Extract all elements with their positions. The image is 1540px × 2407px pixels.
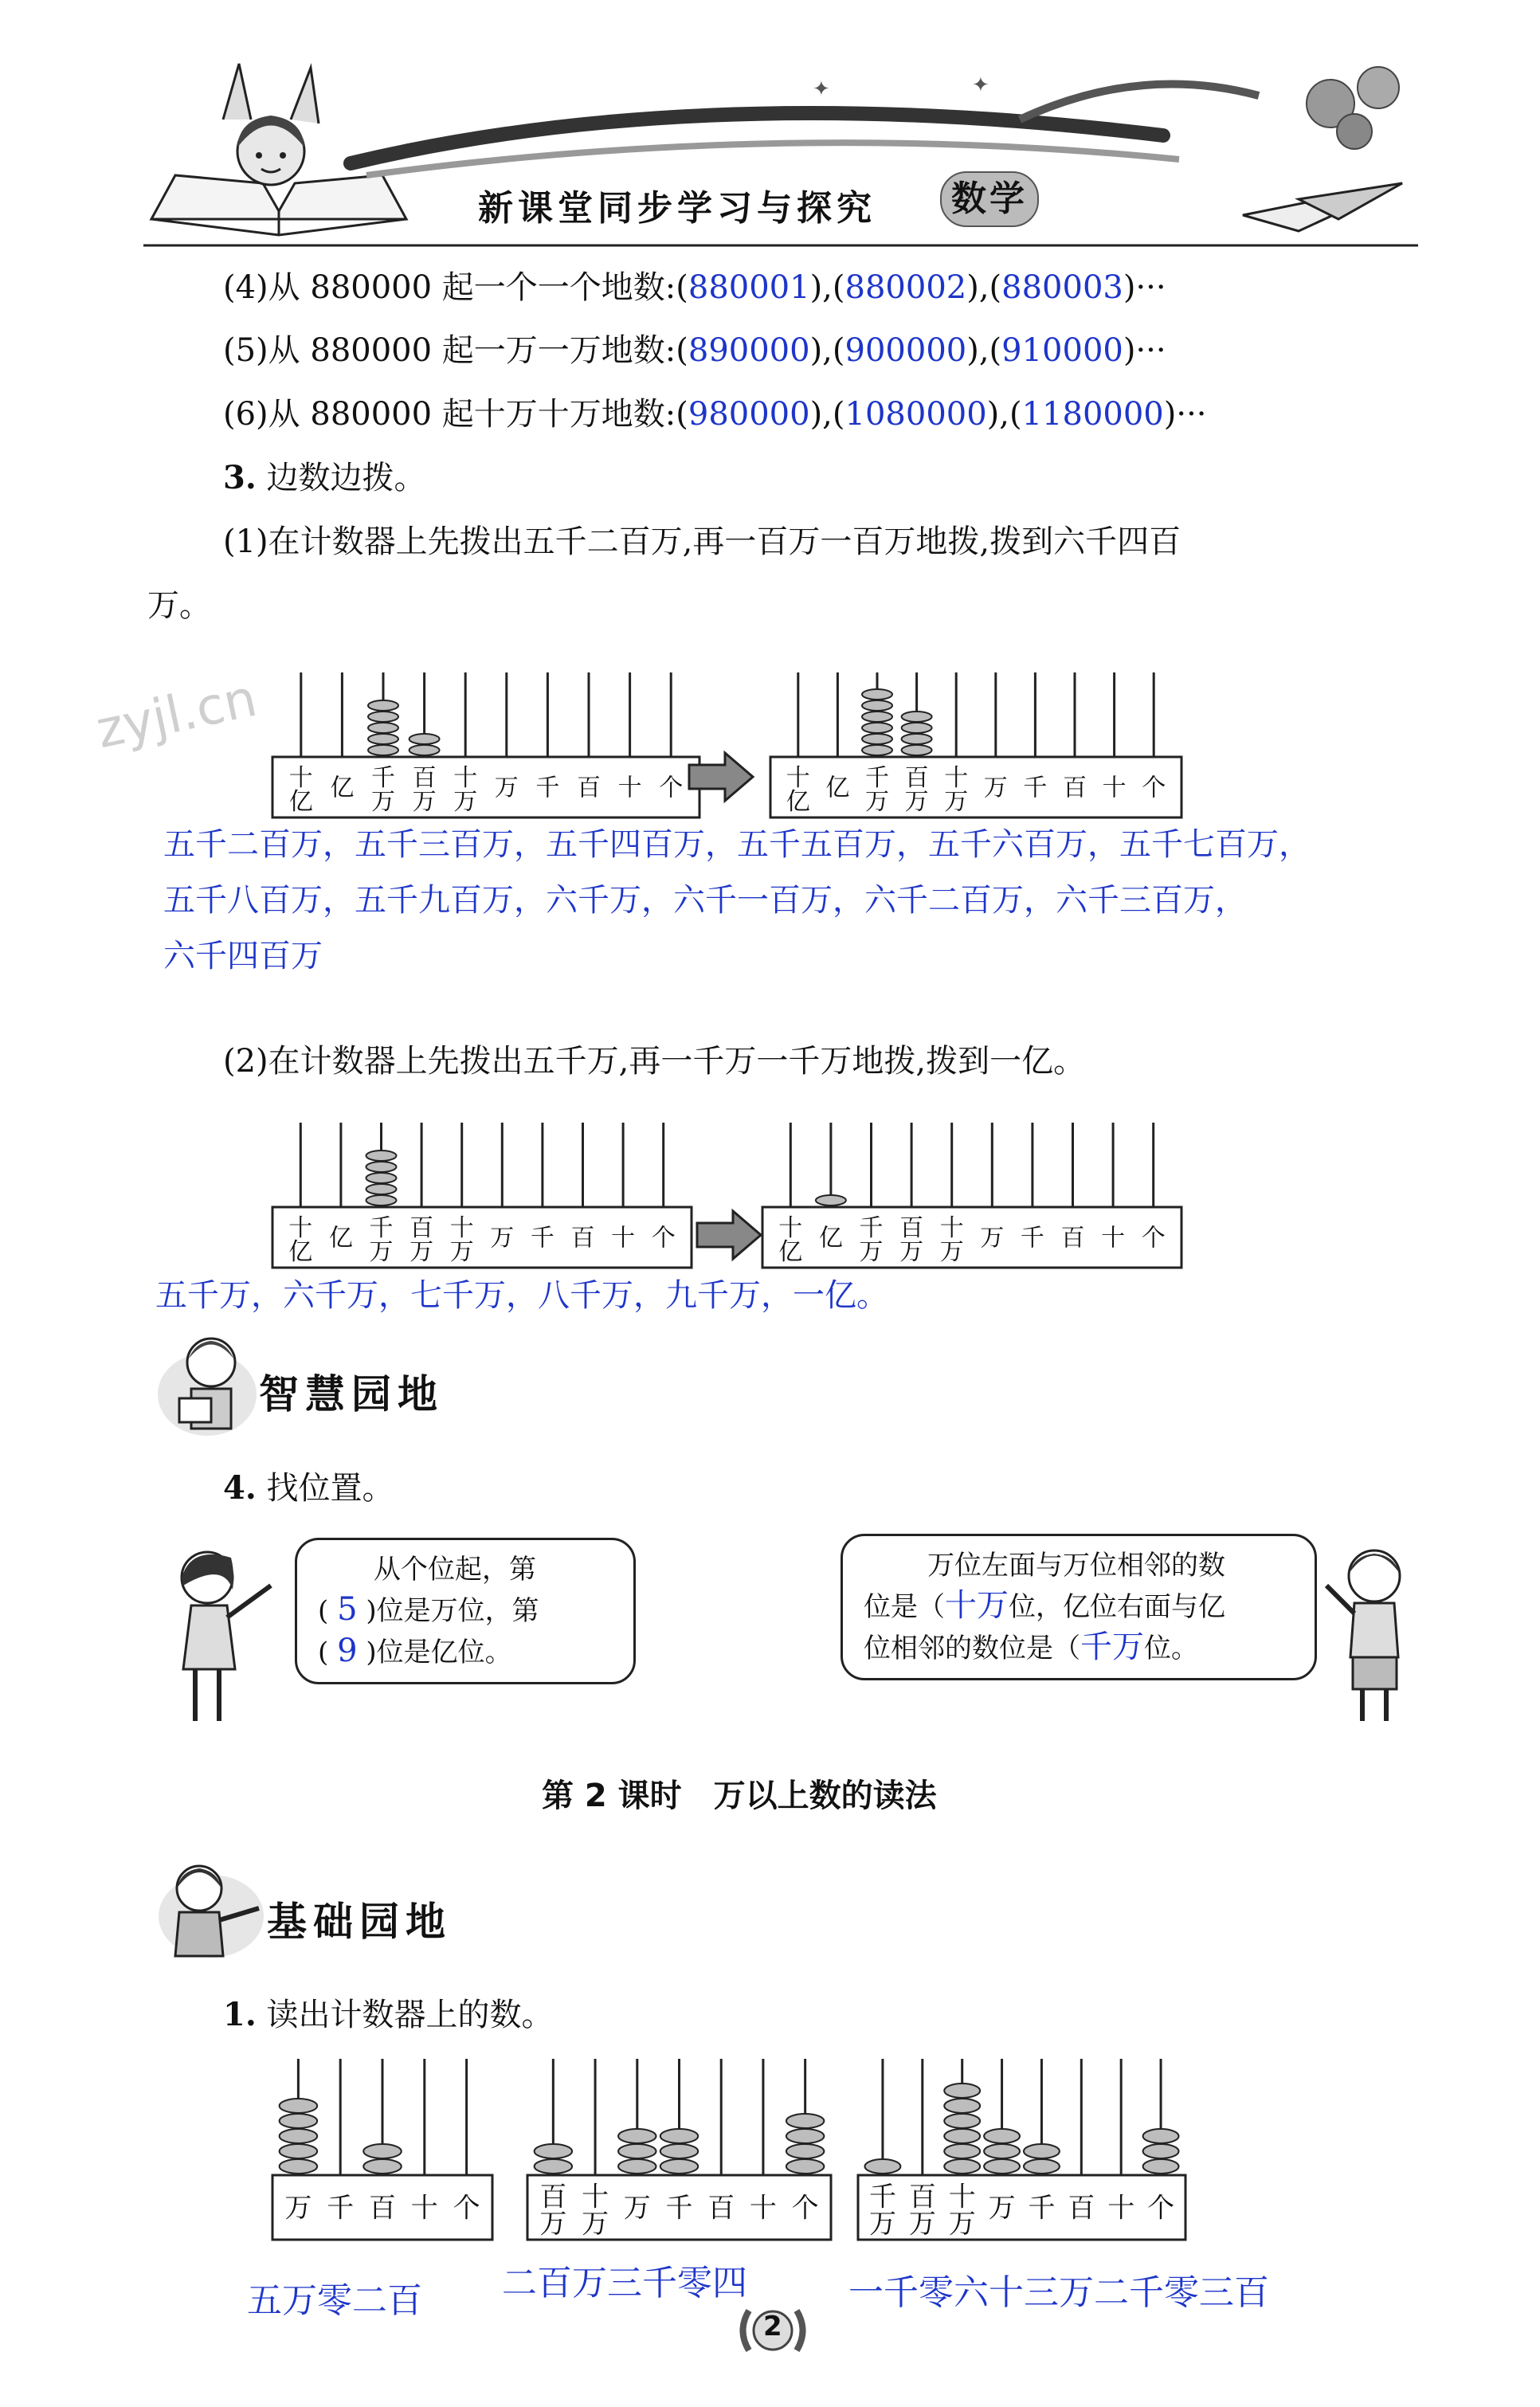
bubble-right-text-3a: 位相邻的数位是（: [864, 1633, 1080, 1664]
bubble-right-text-3b: 位。: [1144, 1633, 1198, 1664]
abacus-bead: [366, 1195, 397, 1205]
abacus-bead: [816, 1195, 846, 1205]
abacus-label: 十: [749, 2192, 777, 2225]
bubble-right-answer-1: 十万: [945, 1587, 1009, 1624]
bubble-left-paren-2: (: [318, 1637, 329, 1668]
bubble-right-text-1: 万位左面与万位相邻的数: [927, 1550, 1225, 1582]
q3-part1-line2: 万。: [147, 587, 211, 624]
page-header: [143, 48, 1418, 247]
abacus-label: 亿: [818, 1224, 843, 1253]
abacus-bead: [660, 2144, 698, 2158]
abacus-bead: [280, 2159, 318, 2174]
abacus-bead: [366, 1184, 397, 1194]
abacus-q1b-c: [856, 2056, 1187, 2243]
abacus-bead: [1024, 2144, 1060, 2158]
abacus-label: 千: [1023, 774, 1048, 802]
abacus-q1b-a: [271, 2056, 494, 2243]
abacus-bead: [618, 2129, 656, 2143]
abacus-label: 个: [1147, 2192, 1175, 2225]
item5-sep-1: ),(: [809, 332, 845, 369]
abacus-label: 百: [369, 2192, 396, 2225]
q1b-answer-a: 五万零二百: [247, 2280, 422, 2321]
abacus-bead: [902, 712, 932, 722]
speech-bubble-left: [295, 1538, 636, 1684]
abacus-label: 十: [778, 1214, 803, 1242]
abacus-bead: [944, 2084, 980, 2098]
abacus-label: 十: [1101, 1224, 1126, 1253]
abacus-label: 千: [665, 2192, 693, 2225]
q3-title: 边数边拨。: [266, 460, 426, 496]
abacus-label: 万: [449, 1238, 474, 1266]
abacus-label: 十: [786, 764, 810, 792]
abacus-label: 千: [369, 1214, 394, 1242]
abacus-label: 百: [707, 2192, 735, 2225]
speech-bubble-right: [841, 1534, 1317, 1680]
abacus-bead: [862, 745, 892, 755]
abacus-bead: [862, 712, 892, 722]
abacus-bead: [409, 734, 440, 744]
section-title-basic: 基础园地: [267, 1898, 452, 1945]
abacus-label: 个: [453, 2192, 480, 2225]
abacus-label: 万: [409, 1238, 434, 1266]
abacus-bead: [902, 723, 932, 733]
abacus-label: 千: [535, 774, 560, 802]
bubble-left-text-3: )位是亿位。: [366, 1637, 512, 1668]
q1b-title: 读出计数器上的数。: [266, 1997, 554, 2033]
abacus-label: 亿: [288, 1238, 313, 1266]
q4-title: 找位置。: [266, 1470, 394, 1507]
bubble-right-line2: [864, 1586, 1294, 1627]
abacus-label: 百: [409, 1214, 434, 1242]
abacus-bead: [786, 2129, 824, 2143]
bubble-left-answer-1: 5: [337, 1591, 358, 1628]
abacus-bead: [368, 734, 398, 744]
item4-prefix: (4)从 880000 起一个一个地数:(: [223, 269, 688, 306]
abacus-bead: [862, 723, 892, 733]
abacus-label: 百: [899, 1214, 924, 1242]
bubble-right-answer-2: 千万: [1080, 1629, 1144, 1665]
q2-item-6: [223, 394, 1207, 435]
teacher-icon: [155, 1856, 267, 1960]
abacus-label: 千: [530, 1224, 554, 1253]
abacus-bead: [363, 2159, 402, 2174]
abacus-label: 十: [288, 764, 313, 792]
watermark: zyjl.cn: [91, 668, 262, 761]
abacus-label: 万: [453, 788, 478, 816]
abacus-frame: [858, 2175, 1185, 2240]
abacus-bead: [786, 2144, 824, 2158]
q1b-number: 1.: [223, 1996, 257, 2033]
abacus-bead: [862, 689, 892, 700]
abacus-label: 万: [859, 1238, 884, 1266]
subject-badge-label: 数学: [951, 178, 1028, 219]
abacus-label: 十: [617, 774, 642, 802]
item6-answer-1: 980000: [688, 396, 810, 433]
abacus-bead: [984, 2159, 1020, 2174]
item4-sep-1: ),(: [809, 269, 845, 306]
abacus-bead: [368, 745, 398, 755]
abacus-bead: [862, 700, 892, 711]
abacus-bead: [944, 2114, 980, 2128]
abacus-label: 万: [904, 788, 929, 816]
item5-answer-1: 890000: [688, 332, 810, 369]
item5-suffix: )···: [1123, 332, 1166, 369]
abacus-q1b-b: [526, 2056, 833, 2243]
abacus-bead: [280, 2144, 318, 2158]
bubble-left-line1: [318, 1550, 613, 1590]
abacus-label: 十: [453, 764, 478, 792]
lesson-title: 第 2 课时 万以上数的读法: [542, 1778, 937, 1814]
abacus-bead: [1024, 2159, 1060, 2174]
item4-suffix: )···: [1123, 269, 1166, 306]
q4-heading: [223, 1468, 394, 1509]
abacus-label: 十: [288, 1214, 313, 1242]
item6-answer-3: 1180000: [1021, 396, 1164, 433]
q1b-answer-c: 一千零六十三万二千零三百: [848, 2272, 1269, 2313]
abacus-label: 万: [899, 1238, 924, 1266]
abacus-bead: [1143, 2144, 1179, 2158]
abacus-bead: [944, 2129, 980, 2143]
abacus-label: 万: [623, 2192, 651, 2225]
abacus-label: 万: [944, 788, 969, 816]
svg-text:✦: ✦: [972, 73, 989, 97]
abacus-label: 万: [494, 774, 519, 802]
abacus-bead: [618, 2144, 656, 2158]
abacus-label: 十: [948, 2181, 976, 2213]
abacus-label: 千: [859, 1214, 884, 1242]
abacus-label: 万: [980, 1224, 1005, 1253]
abacus-label: 百: [539, 2181, 567, 2213]
abacus-bead: [944, 2144, 980, 2158]
abacus-bead: [618, 2159, 656, 2174]
abacus-bead: [1143, 2129, 1179, 2143]
abacus-label: 万: [948, 2208, 976, 2240]
item5-sep-2: ),(: [966, 332, 1002, 369]
abacus-bead: [280, 2129, 318, 2143]
abacus-bead: [366, 1173, 397, 1183]
abacus-label: 十: [410, 2192, 438, 2225]
q3-part1-line1: (1)在计数器上先拨出五千二百万,再一百万一百万地拨,拨到六千四百: [223, 523, 1181, 560]
abacus-label: 亿: [330, 774, 355, 802]
abacus-label: 亿: [825, 774, 850, 802]
abacus-label: 万: [369, 1238, 394, 1266]
bubble-left-line2: [318, 1590, 613, 1631]
abacus-label: 万: [983, 774, 1008, 802]
abacus-bead: [280, 2114, 318, 2128]
abacus-bead: [368, 712, 398, 722]
abacus-q3-2-left: [271, 1119, 693, 1271]
item4-answer-3: 880003: [1001, 269, 1123, 306]
bubble-left-answer-2: 9: [337, 1633, 358, 1669]
abacus-label: 万: [284, 2192, 312, 2225]
abacus-label: 个: [659, 774, 684, 802]
section-title-wisdom: 智慧园地: [259, 1370, 444, 1417]
abacus-label: 万: [490, 1224, 515, 1253]
abacus-label: 百: [1068, 2192, 1095, 2225]
abacus-q3-1-right: [769, 669, 1183, 821]
item6-suffix: )···: [1163, 396, 1207, 433]
abacus-bead: [409, 745, 440, 755]
abacus-bead: [786, 2159, 824, 2174]
abacus-label: 百: [908, 2181, 936, 2213]
abacus-label: 十: [939, 1214, 964, 1242]
abacus-bead: [535, 2159, 572, 2174]
abacus-label: 千: [371, 764, 395, 792]
abacus-label: 个: [791, 2192, 819, 2225]
boy-reading-icon: [155, 1327, 259, 1438]
item4-answer-2: 880002: [844, 269, 967, 306]
q1b-heading: [223, 1994, 553, 2036]
subject-badge: [940, 171, 1039, 227]
abacus-bead: [984, 2144, 1020, 2158]
abacus-bead: [368, 723, 398, 733]
abacus-label: 十: [1107, 2192, 1135, 2225]
abacus-bead: [280, 2099, 318, 2113]
q3-heading: [223, 457, 425, 499]
abacus-label: 百: [904, 764, 929, 792]
abacus-label: 百: [1060, 1224, 1085, 1253]
q3-number: 3.: [223, 459, 257, 496]
q3-part1-answer-line3: 六千四百万: [163, 938, 323, 974]
abacus-label: 个: [1141, 1224, 1166, 1253]
abacus-label: 亿: [288, 788, 313, 816]
item5-answer-2: 900000: [844, 332, 967, 369]
abacus-label: 万: [988, 2192, 1016, 2225]
q3-part1-answer-line2: 五千八百万，五千九百万，六千万，六千一百万，六千二百万，六千三百万，: [163, 882, 1247, 919]
arrow-right-icon: [685, 749, 757, 805]
abacus-label: 千: [1028, 2192, 1056, 2225]
abacus-label: 千: [865, 764, 889, 792]
q4-number: 4.: [223, 1469, 257, 1507]
abacus-bead: [944, 2099, 980, 2113]
item6-sep-2: ),(: [986, 396, 1022, 433]
abacus-label: 万: [582, 2208, 609, 2240]
abacus-label: 千: [868, 2181, 896, 2213]
abacus-q3-1-left: [271, 669, 701, 821]
bubble-right-line1: [864, 1546, 1294, 1586]
abacus-label: 万: [371, 788, 395, 816]
bubble-right-line3: [864, 1627, 1294, 1668]
bubble-left-line3: [318, 1631, 613, 1672]
abacus-label: 千: [1020, 1224, 1044, 1253]
q2-item-4: [223, 267, 1166, 308]
abacus-label: 亿: [786, 788, 810, 816]
abacus-bead: [535, 2144, 572, 2158]
abacus-label: 十: [611, 1224, 636, 1253]
boy-waving-icon: [1315, 1538, 1426, 1729]
abacus-label: 亿: [778, 1238, 803, 1266]
bubble-left-text-1: 从个位起，第: [374, 1554, 536, 1586]
abacus-label: 万: [868, 2208, 896, 2240]
item6-prefix: (6)从 880000 起十万十万地数:(: [223, 396, 688, 433]
abacus-bead: [944, 2159, 980, 2174]
abacus-bead: [660, 2129, 698, 2143]
abacus-q3-2-right: [761, 1119, 1183, 1271]
abacus-label: 十: [582, 2181, 609, 2213]
abacus-bead: [786, 2114, 824, 2128]
q2-item-5: [223, 330, 1166, 371]
abacus-bead: [660, 2159, 698, 2174]
abacus-bead: [363, 2144, 402, 2158]
abacus-bead: [984, 2129, 1020, 2143]
abacus-label: 十: [1102, 774, 1127, 802]
abacus-label: 万: [908, 2208, 936, 2240]
abacus-label: 十: [944, 764, 969, 792]
abacus-label: 个: [1142, 774, 1166, 802]
abacus-label: 万: [539, 2208, 567, 2240]
abacus-bead: [864, 2159, 900, 2174]
q3-part2-answer: 五千万，六千万，七千万，八千万，九千万，一亿。: [155, 1277, 888, 1314]
abacus-label: 百: [412, 764, 437, 792]
svg-text:✦: ✦: [813, 77, 830, 101]
item5-answer-3: 910000: [1001, 332, 1123, 369]
abacus-label: 万: [865, 788, 889, 816]
abacus-label: 万: [412, 788, 437, 816]
item4-answer-1: 880001: [688, 269, 810, 306]
item5-prefix: (5)从 880000 起一万一万地数:(: [223, 332, 688, 369]
item6-answer-2: 1080000: [844, 396, 987, 433]
abacus-bead: [902, 745, 932, 755]
abacus-bead: [862, 734, 892, 744]
abacus-bead: [1143, 2159, 1179, 2174]
arrow-right-icon: [693, 1207, 765, 1263]
abacus-bead: [366, 1162, 397, 1172]
abacus-bead: [368, 700, 398, 711]
abacus-label: 百: [577, 774, 601, 802]
bubble-left-text-2: )位是万位，第: [366, 1595, 539, 1627]
bubble-right-text-2a: 位是（: [864, 1591, 945, 1623]
abacus-label: 百: [1063, 774, 1087, 802]
q3-part2-line1: (2)在计数器上先拨出五千万,再一千万一千万地拨,拨到一亿。: [223, 1043, 1086, 1080]
header-title: 新课堂同步学习与探究: [478, 188, 876, 229]
abacus-label: 千: [327, 2192, 355, 2225]
abacus-label: 个: [651, 1224, 676, 1253]
bubble-left-paren-1: (: [318, 1595, 329, 1627]
girl-pointing-icon: [159, 1542, 279, 1733]
page-number: 2: [763, 2311, 782, 2342]
abacus-bead: [366, 1151, 397, 1161]
bubble-right-text-2b: 位，亿位右面与亿: [1009, 1591, 1225, 1623]
item4-sep-2: ),(: [966, 269, 1002, 306]
abacus-label: 十: [449, 1214, 474, 1242]
abacus-label: 万: [939, 1238, 964, 1266]
item6-sep-1: ),(: [809, 396, 845, 433]
q1b-answer-b: 二百万三千零四: [502, 2263, 747, 2303]
abacus-label: 亿: [328, 1224, 353, 1253]
q3-part1-answer-line1: 五千二百万，五千三百万，五千四百万，五千五百万，五千六百万，五千七百万，: [163, 826, 1311, 863]
abacus-label: 百: [570, 1224, 595, 1253]
abacus-bead: [902, 734, 932, 744]
